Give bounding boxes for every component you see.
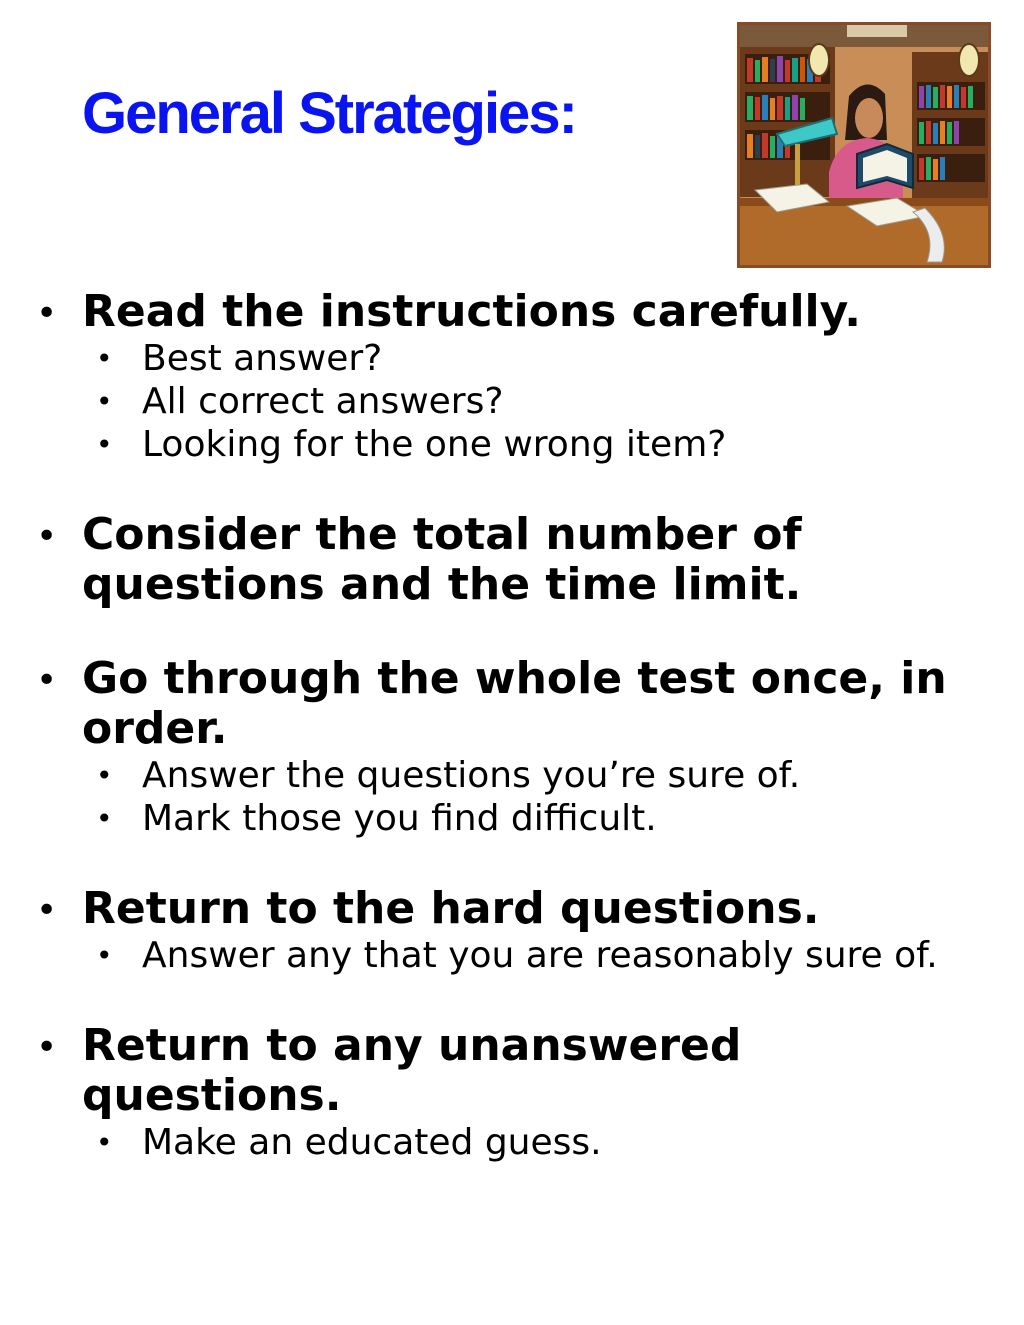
sub-list xyxy=(82,337,1024,466)
sub-item xyxy=(82,1121,1002,1164)
strategy-heading: Read the instructions carefully. xyxy=(82,286,861,337)
page-title: General Strategies: xyxy=(82,81,576,146)
sub-bullet-dot: • xyxy=(96,1126,113,1159)
sub-item xyxy=(82,797,1002,840)
strategy-heading: Return to any unanswered questions. xyxy=(82,1020,742,1121)
sub-bullet-dot: • xyxy=(96,342,113,375)
sub-item-text: Mark those you find difficult. xyxy=(142,798,657,839)
bullet-dot: • xyxy=(36,660,58,701)
strategy-heading: Go through the whole test once, in order. xyxy=(82,653,947,754)
sub-bullet-dot: • xyxy=(96,385,113,418)
sub-item-text: Answer the questions you’re sure of. xyxy=(142,755,801,796)
sub-item xyxy=(82,754,1002,797)
sub-item xyxy=(82,423,1002,466)
strategy-item xyxy=(0,1021,1024,1164)
sub-list xyxy=(82,754,1024,840)
sub-item xyxy=(82,934,1002,977)
sub-bullet-dot: • xyxy=(96,759,113,792)
sub-list xyxy=(82,1121,1024,1164)
strategy-heading: Return to the hard questions. xyxy=(82,883,820,934)
sub-item-text: Make an educated guess. xyxy=(142,1122,602,1163)
person-reading-in-library-icon xyxy=(737,22,991,268)
library-reading-clipart xyxy=(737,22,991,268)
sub-item-text: Looking for the one wrong item? xyxy=(142,424,727,465)
sub-list xyxy=(82,934,1024,977)
sub-bullet-dot: • xyxy=(96,939,113,972)
strategy-item xyxy=(0,654,1024,840)
sub-item-text: Answer any that you are reasonably sure of. xyxy=(142,935,938,976)
bullet-dot: • xyxy=(36,516,58,557)
sub-item xyxy=(82,380,1002,423)
sub-item xyxy=(82,337,1002,380)
bullet-dot: • xyxy=(36,1027,58,1068)
sub-item-text: All correct answers? xyxy=(142,381,504,422)
strategy-item xyxy=(0,287,1024,466)
strategy-item xyxy=(0,884,1024,977)
sub-item-text: Best answer? xyxy=(142,338,383,379)
sub-bullet-dot: • xyxy=(96,802,113,835)
strategy-list xyxy=(0,287,1024,1208)
strategy-heading: Consider the total number of questions and the time limit. xyxy=(82,509,802,610)
strategy-item xyxy=(0,510,1024,610)
bullet-dot: • xyxy=(36,890,58,931)
bullet-dot: • xyxy=(36,293,58,334)
sub-bullet-dot: • xyxy=(96,428,113,461)
